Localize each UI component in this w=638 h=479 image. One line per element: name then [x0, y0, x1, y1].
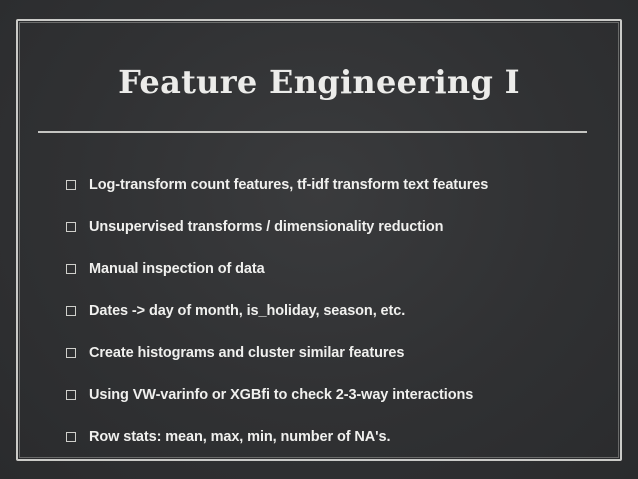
- bullet-item: [66, 416, 488, 458]
- square-bullet-icon: [66, 180, 76, 190]
- bullet-item: [66, 374, 488, 416]
- square-bullet-icon: [66, 390, 76, 400]
- square-bullet-icon: [66, 222, 76, 232]
- bullet-item: [66, 164, 488, 206]
- bullet-item: [66, 248, 488, 290]
- bullet-item: [66, 332, 488, 374]
- square-bullet-icon: [66, 264, 76, 274]
- bullet-text: Unsupervised transforms / dimensionality reduction: [89, 219, 444, 235]
- slide-title: Feature Engineering I: [118, 63, 520, 101]
- bullet-text: Dates -> day of month, is_holiday, season, etc.: [89, 303, 406, 319]
- bullet-list: [66, 164, 488, 458]
- square-bullet-icon: [66, 432, 76, 442]
- square-bullet-icon: [66, 348, 76, 358]
- bullet-text: Using VW-varinfo or XGBfi to check 2-3-way interactions: [89, 387, 474, 403]
- bullet-text: Log-transform count features, tf-idf transform text features: [89, 177, 489, 193]
- bullet-item: [66, 206, 488, 248]
- bullet-text: Manual inspection of data: [89, 261, 265, 277]
- square-bullet-icon: [66, 306, 76, 316]
- bullet-text: Row stats: mean, max, min, number of NA's.: [89, 429, 391, 445]
- bullet-text: Create histograms and cluster similar features: [89, 345, 405, 361]
- title-divider: [38, 131, 587, 133]
- bullet-item: [66, 290, 488, 332]
